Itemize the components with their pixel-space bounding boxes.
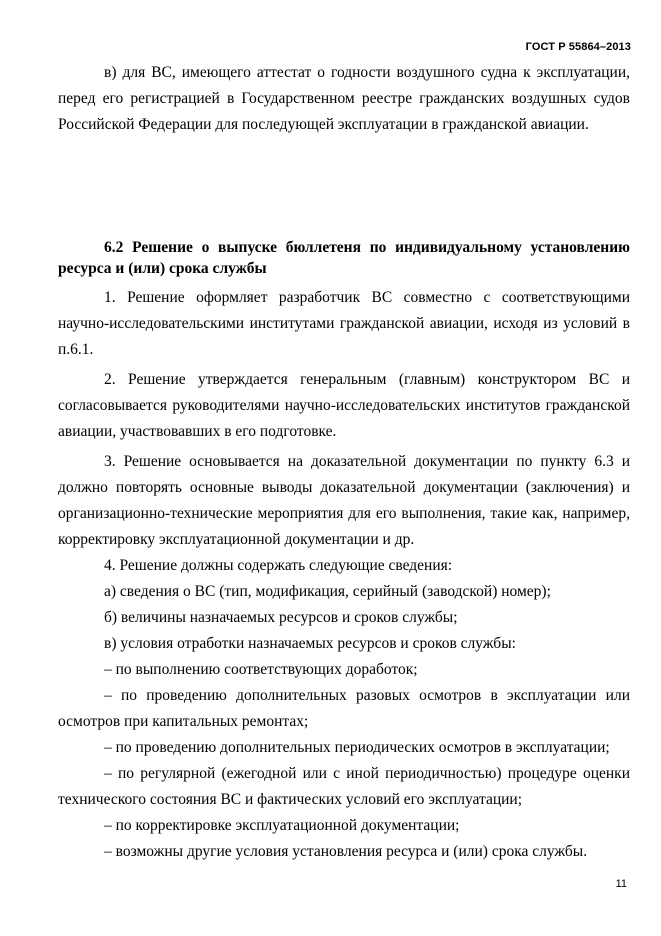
sub-item-modifications: – по выполнению соответствующих доработок; [104,661,418,678]
sub-item-documentation: – по корректировке эксплуатационной документации; [104,817,460,834]
sub-item-regular-assessment: – по регулярной (ежегодной или с иной периодичностью) процедуре оценки технического состояния ВС и фактических условий его эксплуатации; [58,765,630,808]
paragraph-2: 2. Решение утверждается генеральным (главным) конструктором ВС и согласовывается руководителями научно-исследовательских институтов гражданской авиации, участвовавших в его подготовке. [58,371,630,440]
section-heading: 6.2 Решение о выпуске бюллетеня по индивидуальному установлению ресурса и (или) срока службы [58,239,630,277]
list-item-b: б) величины назначаемых ресурсов и сроков службы; [104,609,458,626]
list-item-a: а) сведения о ВС (тип, модификация, серийный (заводской) номер); [104,583,551,600]
document-header: ГОСТ Р 55864–2013 [525,41,631,53]
section-6-2 [58,237,630,865]
page-number: 11 [615,878,627,890]
sub-item-periodic-inspections: – по проведению дополнительных периодических осмотров в эксплуатации; [104,739,610,756]
paragraph-4: 4. Решение должны содержать следующие сведения: [104,557,453,574]
intro-block [58,60,630,138]
paragraph-1: 1. Решение оформляет разработчик ВС совместно с соответствующими научно-исследовательскими институтами гражданской авиации, исходя из условий в п.6.1. [58,289,630,358]
list-item-v: в) условия отработки назначаемых ресурсов и сроков службы: [104,635,516,652]
sub-item-other-conditions: – возможны другие условия установления ресурса и (или) срока службы. [104,843,588,860]
paragraph-3: 3. Решение основывается на доказательной документации по пункту 6.3 и должно повторять основные выводы доказательной документации (заключения) и организационно-технические мероприятия для его выполнения, такие как, например, корректировку эксплуатационной документации и др. [58,453,630,548]
sub-item-single-inspections: – по проведению дополнительных разовых осмотров в эксплуатации или осмотров при капитальных ремонтах; [58,687,630,730]
intro-paragraph: в) для ВС, имеющего аттестат о годности воздушного судна к эксплуатации, перед его регистрацией в Государственном реестре гражданских воздушных судов Российской Федерации для последующей эксплуатации в гражданской авиации. [58,64,630,133]
